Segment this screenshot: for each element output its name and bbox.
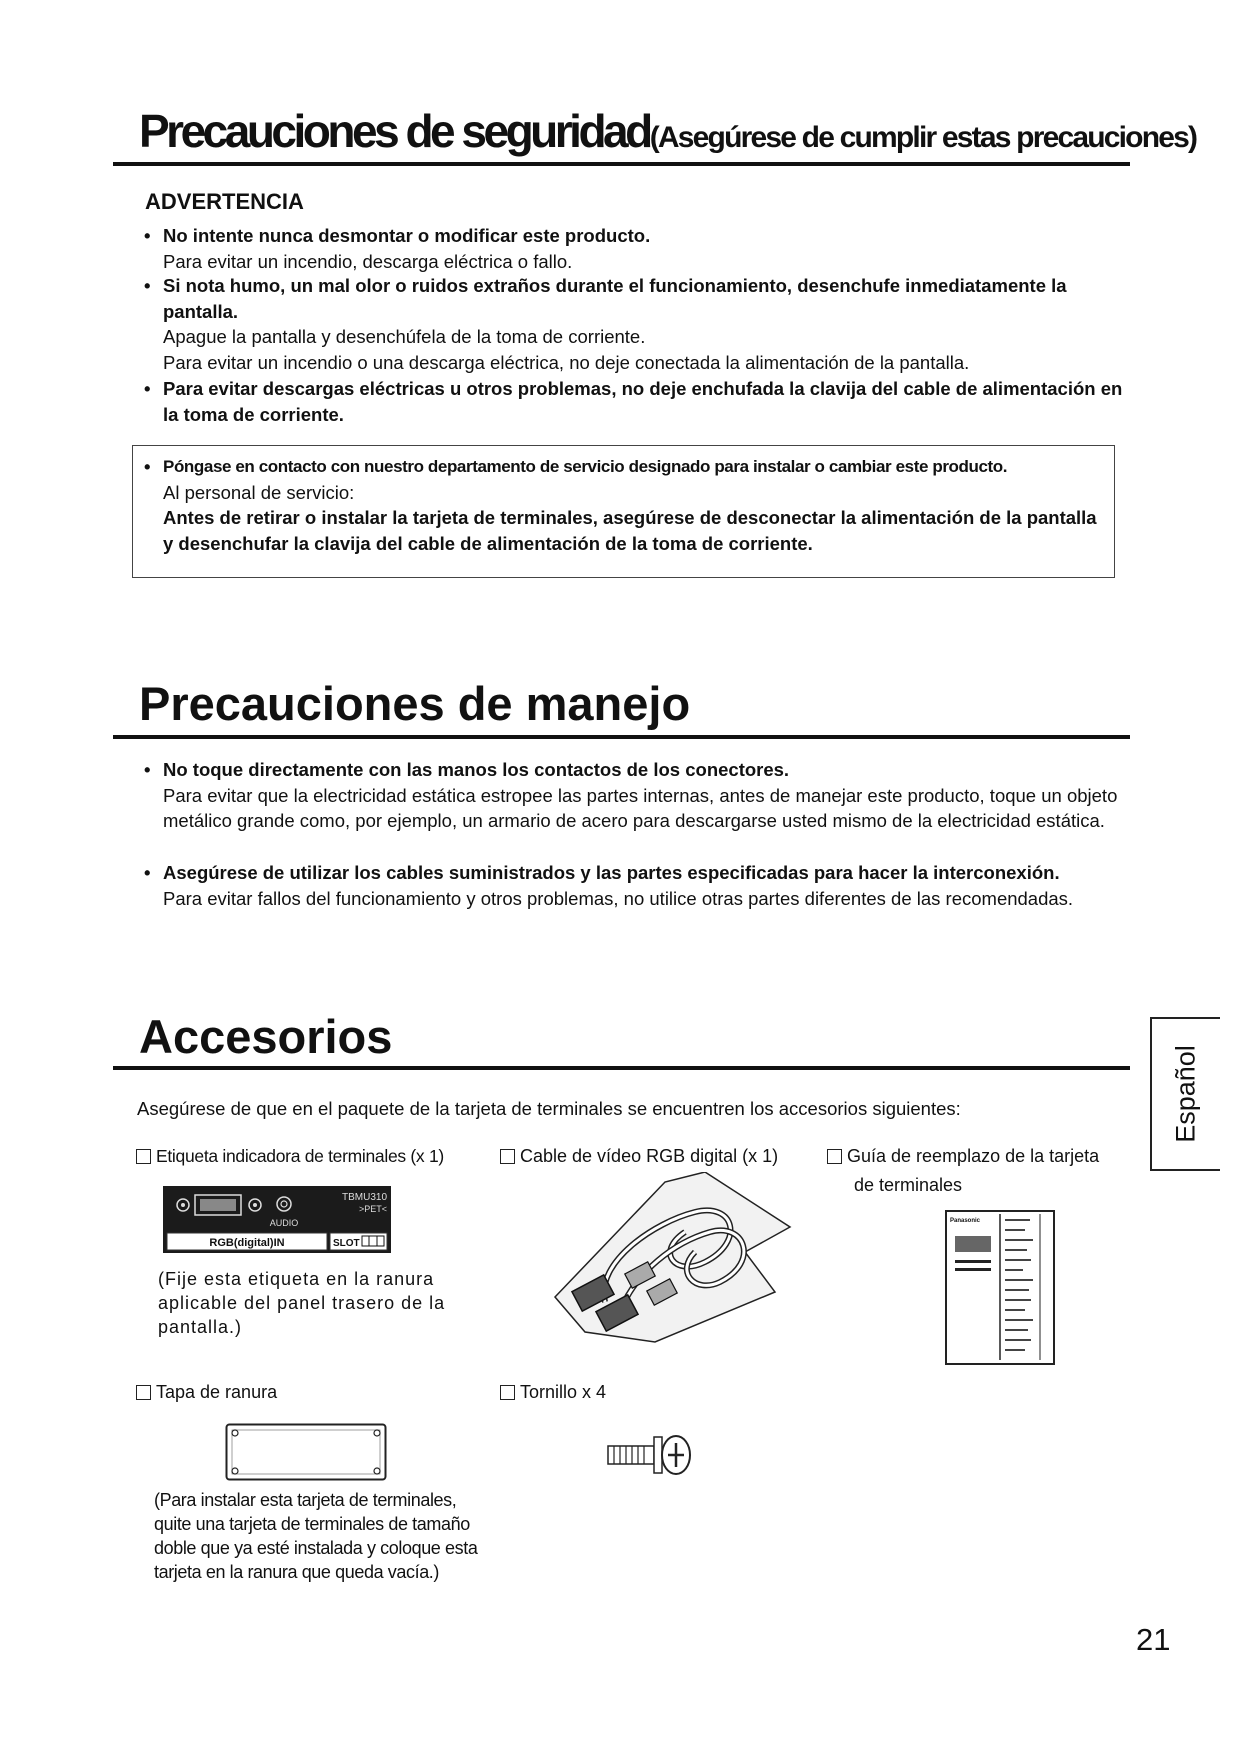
- label-model-text: TBMU310: [341, 1192, 387, 1203]
- bullet: •: [144, 759, 151, 780]
- accessory-guide-text-line2: de terminales: [854, 1175, 963, 1195]
- warning-item-bold: No intente nunca desmontar o modificar este producto.: [163, 225, 651, 246]
- checkbox-icon: [136, 1149, 151, 1164]
- section-title-handling: Precauciones de manejo: [139, 677, 691, 730]
- service-notice-line: Al personal de servicio:: [163, 481, 355, 503]
- warning-item-line: Para evitar un incendio, descarga eléctrica o fallo.: [163, 250, 573, 272]
- title-rule: [113, 1066, 1130, 1070]
- accessory-slot-cover-item: [136, 1382, 277, 1403]
- accessory-slot-cover-text: Tapa de ranura: [156, 1382, 278, 1402]
- service-notice: [144, 454, 1103, 556]
- warning-item: [144, 376, 1138, 427]
- slot-cover-note: (Para instalar esta tarjeta de terminales, quite una tarjeta de terminales de tamaño doble que ya esté instalada y coloque esta tarjeta en la ranura que queda vacía.): [154, 1490, 478, 1582]
- warning-item-line: Para evitar un incendio o una descarga eléctrica, no deje conectada la alimentación de la pantalla.: [163, 351, 970, 373]
- language-tab: [1150, 1017, 1220, 1171]
- title-main: Precauciones de seguridad: [139, 105, 650, 157]
- service-notice-bold2: Antes de retirar o instalar la tarjeta de terminales, asegúrese de desconectar la alimentación de la pantalla y desenchufar la clavija del cable de alimentación de la toma de corriente.: [163, 507, 1097, 554]
- accessory-label-item: [136, 1146, 444, 1167]
- section-title-safety: [139, 104, 1196, 158]
- guide-booklet-image: [945, 1210, 1055, 1365]
- label-audio-text: AUDIO: [269, 1218, 299, 1228]
- accessory-screw-text: Tornillo x 4: [520, 1382, 607, 1402]
- warning-item: [144, 223, 1138, 274]
- bullet: •: [144, 456, 151, 477]
- bullet: •: [144, 378, 151, 399]
- title-rule: [113, 735, 1130, 739]
- checkbox-icon: [500, 1149, 515, 1164]
- label-pet-text: >PET<: [358, 1204, 387, 1214]
- bullet: •: [144, 225, 151, 246]
- bullet: •: [144, 862, 151, 883]
- screw-image: [606, 1429, 696, 1481]
- accessory-cable-text: Cable de vídeo RGB digital (x 1): [520, 1146, 779, 1166]
- checkbox-icon: [500, 1385, 515, 1400]
- label-note: (Fije esta etiqueta en la ranura aplicable del panel trasero de la pantalla.): [158, 1269, 446, 1337]
- warning-item-bold: Si nota humo, un mal olor o ruidos extraños durante el funcionamiento, desenchufe inmediatamente la pantalla.: [163, 275, 1067, 322]
- title-rule: [113, 162, 1130, 166]
- handling-item-text: Para evitar fallos del funcionamiento y otros problemas, no utilice otras partes diferentes de las recomendadas.: [163, 887, 1074, 909]
- accessories-intro: Asegúrese de que en el paquete de la tarjeta de terminales se encuentren los accesorios siguientes:: [137, 1098, 961, 1119]
- checkbox-icon: [827, 1149, 842, 1164]
- accessory-label-text: Etiqueta indicadora de terminales (x 1): [156, 1146, 444, 1166]
- title-subtitle: (Asegúrese de cumplir estas precauciones): [649, 121, 1197, 154]
- bullet: •: [144, 275, 151, 296]
- warning-item-bold: Para evitar descargas eléctricas u otros problemas, no deje enchufada la clavija del cable de alimentación en la toma de corriente.: [163, 378, 1123, 425]
- cable-image: [545, 1172, 795, 1352]
- checkbox-icon: [136, 1385, 151, 1400]
- section-title-accessories: Accesorios: [139, 1010, 393, 1063]
- terminal-label-image: [163, 1186, 391, 1253]
- handling-item-bold: No toque directamente con las manos los contactos de los conectores.: [163, 759, 790, 780]
- slot-cover-image: [225, 1423, 387, 1481]
- accessory-screw-item: [500, 1382, 606, 1403]
- page-number: 21: [1136, 1622, 1171, 1657]
- warning-item: [144, 273, 1138, 375]
- accessory-guide-item: [827, 1146, 1099, 1167]
- accessory-cable-item: [500, 1146, 778, 1167]
- warning-heading: ADVERTENCIA: [145, 189, 304, 214]
- warning-item-line: Apague la pantalla y desenchúfela de la toma de corriente.: [163, 326, 646, 347]
- handling-item: [144, 757, 1138, 834]
- label-rgb-text: RGB(digital)IN: [209, 1237, 285, 1249]
- guide-brand-text: Panasonic: [950, 1218, 981, 1224]
- label-slot-text: SLOT: [333, 1238, 360, 1249]
- service-notice-bold: Póngase en contacto con nuestro departamento de servicio designado para instalar o cambiar este producto.: [163, 457, 1008, 476]
- language-tab-label: Español: [1170, 1045, 1201, 1143]
- handling-item-text: Para evitar que la electricidad estática estropee las partes internas, antes de manejar este producto, toque un objeto metálico grande como, por ejemplo, un armario de acero para descargarse usted mismo de la electricidad estática.: [163, 784, 1118, 831]
- handling-item-bold: Asegúrese de utilizar los cables suministrados y las partes especificadas para hacer la interconexión.: [163, 862, 1060, 883]
- handling-item: [144, 860, 1138, 911]
- accessory-guide-text: Guía de reemplazo de la tarjeta: [847, 1146, 1100, 1166]
